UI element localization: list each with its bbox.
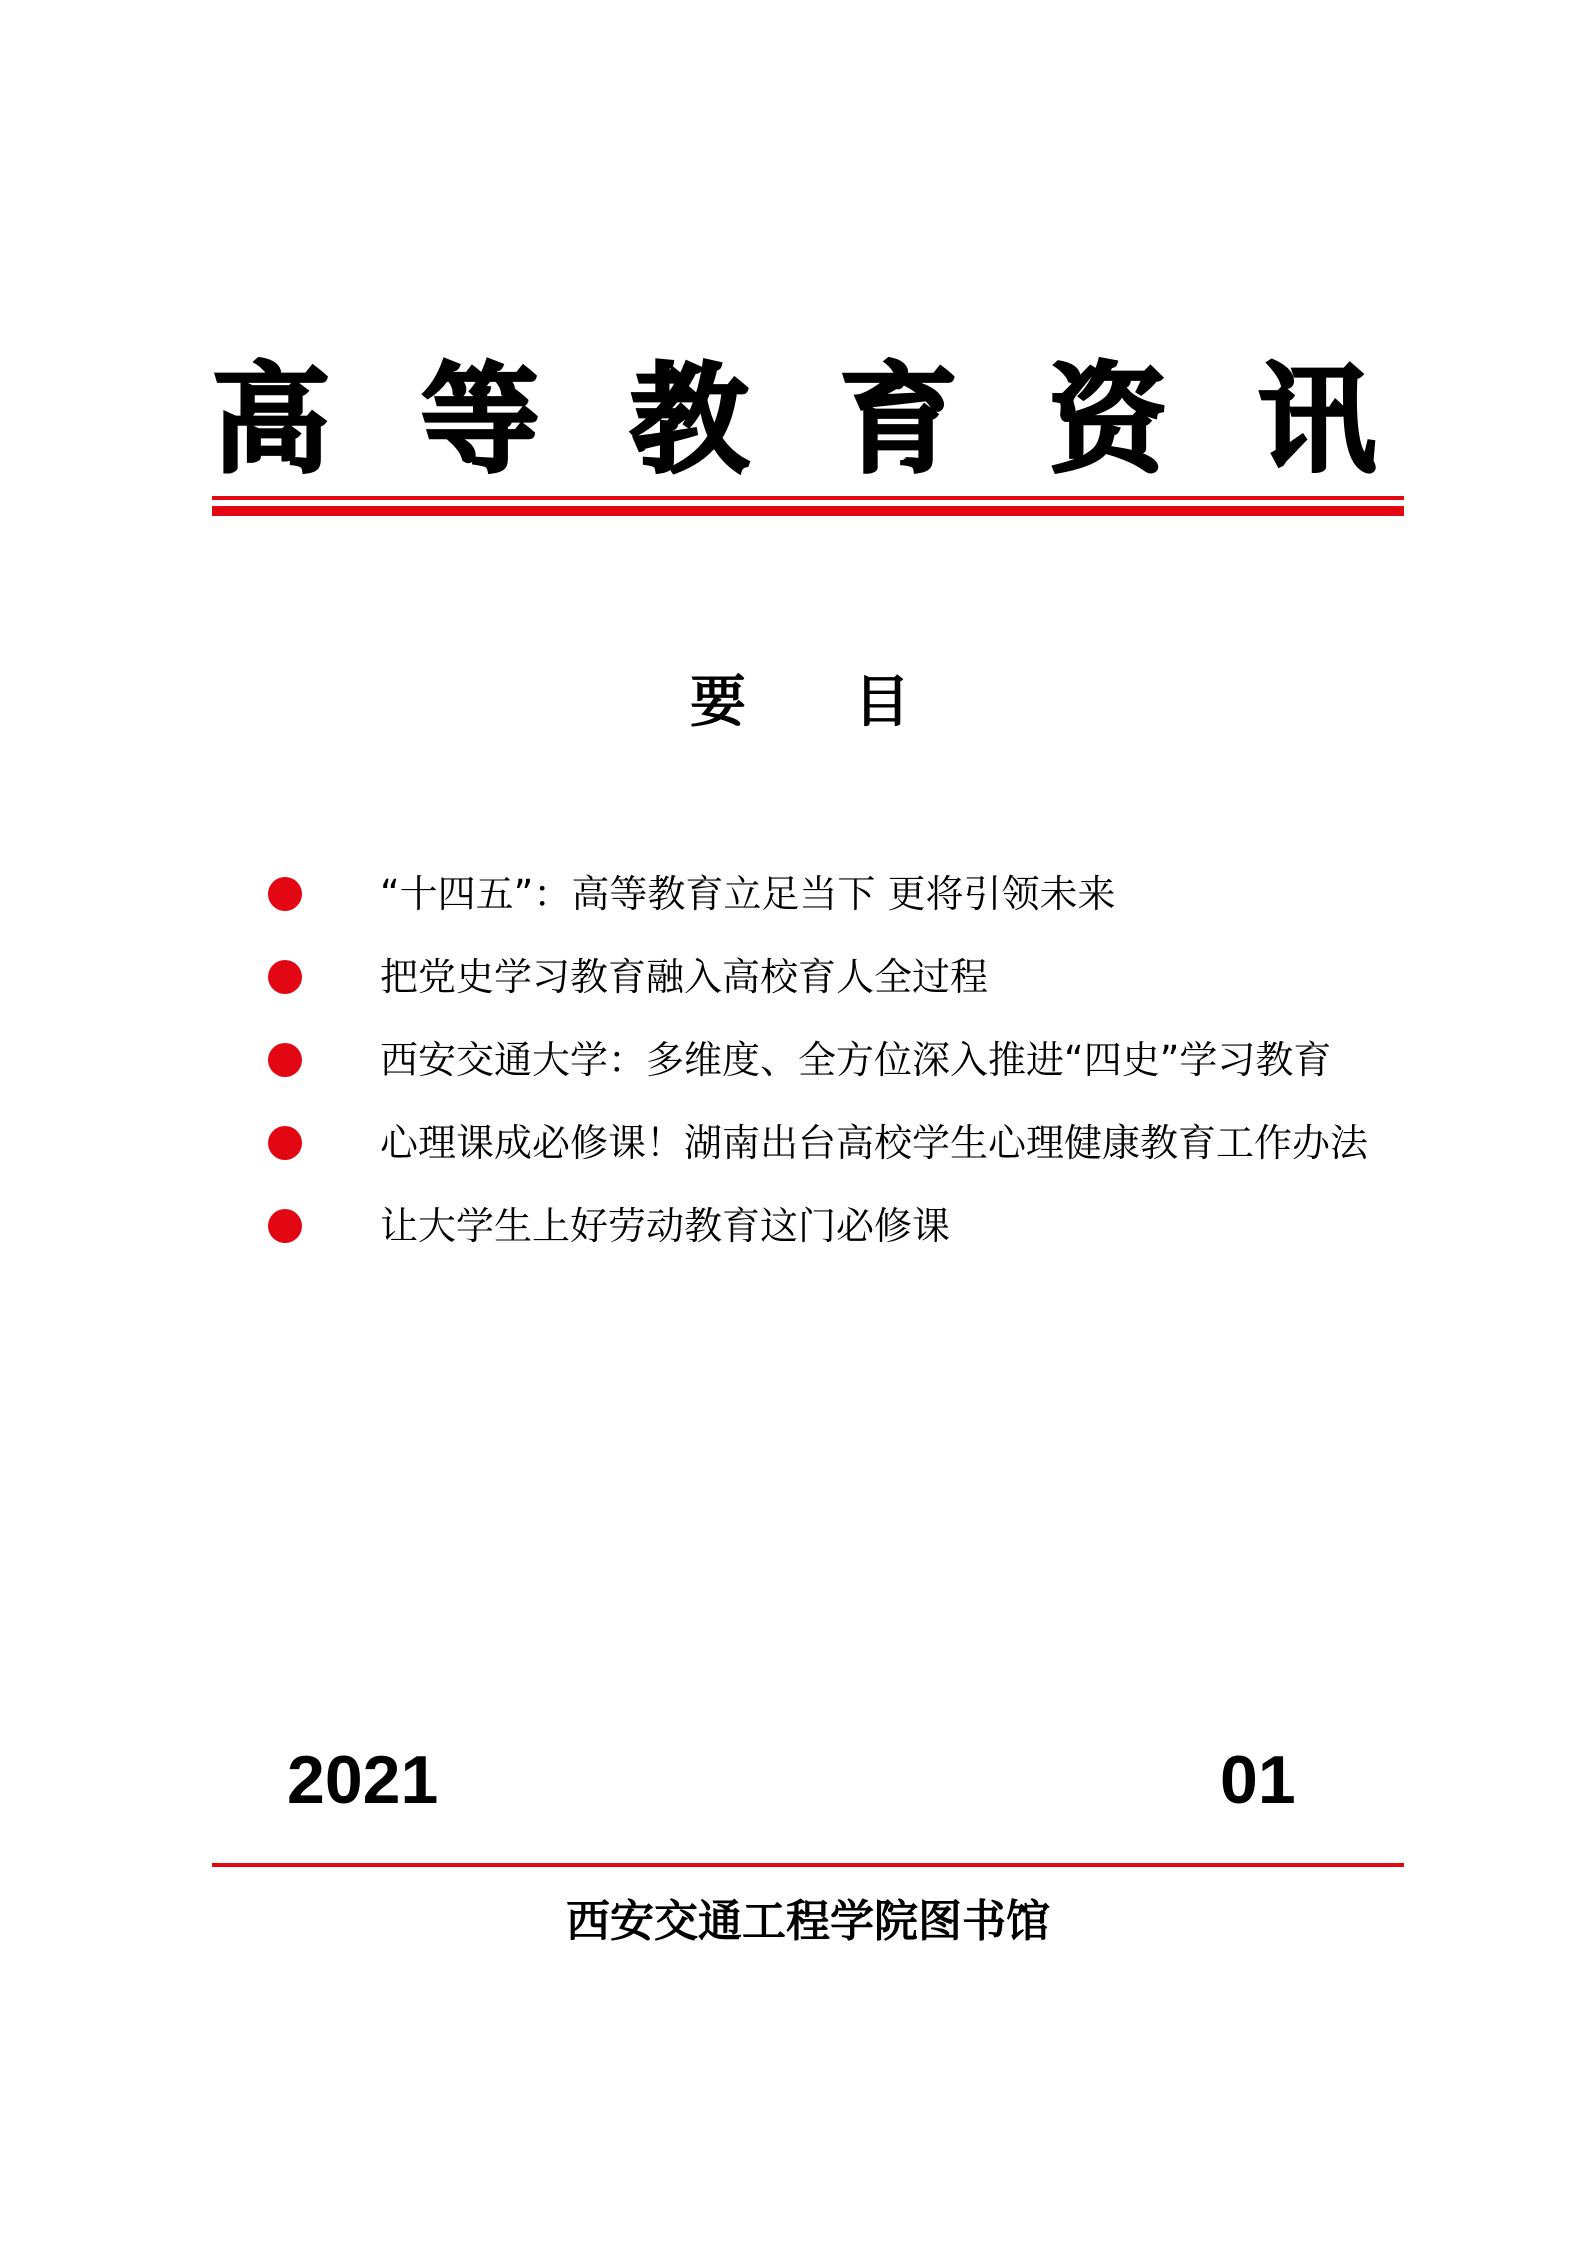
contents-item-text: 心理课成必修课！湖南出台高校学生心理健康教育工作办法 bbox=[380, 1120, 1369, 1165]
contents-heading-char: 要 bbox=[690, 669, 746, 735]
title-divider-thin bbox=[212, 496, 1404, 500]
red-bullet-icon bbox=[268, 1043, 302, 1077]
issue-number: 01 bbox=[1220, 1742, 1296, 1818]
title-char: 教 bbox=[630, 350, 749, 489]
contents-item bbox=[268, 1018, 1408, 1101]
contents-item-text: “十四五”：高等教育立足当下 更将引领未来 bbox=[380, 871, 1116, 916]
red-bullet-icon bbox=[268, 1209, 302, 1243]
title-char: 育 bbox=[839, 350, 958, 489]
red-bullet-icon bbox=[268, 1126, 302, 1160]
footer-divider bbox=[212, 1863, 1404, 1867]
title-char: 等 bbox=[421, 350, 540, 489]
title-char: 资 bbox=[1048, 350, 1167, 489]
contents-item-text: 西安交通大学：多维度、全方位深入推进“四史”学习教育 bbox=[380, 1037, 1332, 1082]
contents-item bbox=[268, 935, 1408, 1018]
issue-year: 2021 bbox=[287, 1742, 439, 1818]
contents-heading-char: 目 bbox=[854, 669, 910, 735]
title-divider-thick bbox=[212, 506, 1404, 516]
title-char: 高 bbox=[212, 350, 331, 489]
red-bullet-icon bbox=[268, 960, 302, 994]
contents-list bbox=[268, 852, 1408, 1267]
publication-title bbox=[212, 345, 1376, 495]
title-char: 讯 bbox=[1257, 350, 1376, 489]
contents-item-text: 让大学生上好劳动教育这门必修课 bbox=[380, 1203, 951, 1248]
contents-item bbox=[268, 1101, 1408, 1184]
contents-item bbox=[268, 1184, 1408, 1267]
contents-heading bbox=[690, 662, 910, 742]
contents-item-text: 把党史学习教育融入高校育人全过程 bbox=[380, 954, 989, 999]
red-bullet-icon bbox=[268, 877, 302, 911]
publisher-name: 西安交通工程学院图书馆 bbox=[566, 1896, 1050, 1947]
contents-item bbox=[268, 852, 1408, 935]
